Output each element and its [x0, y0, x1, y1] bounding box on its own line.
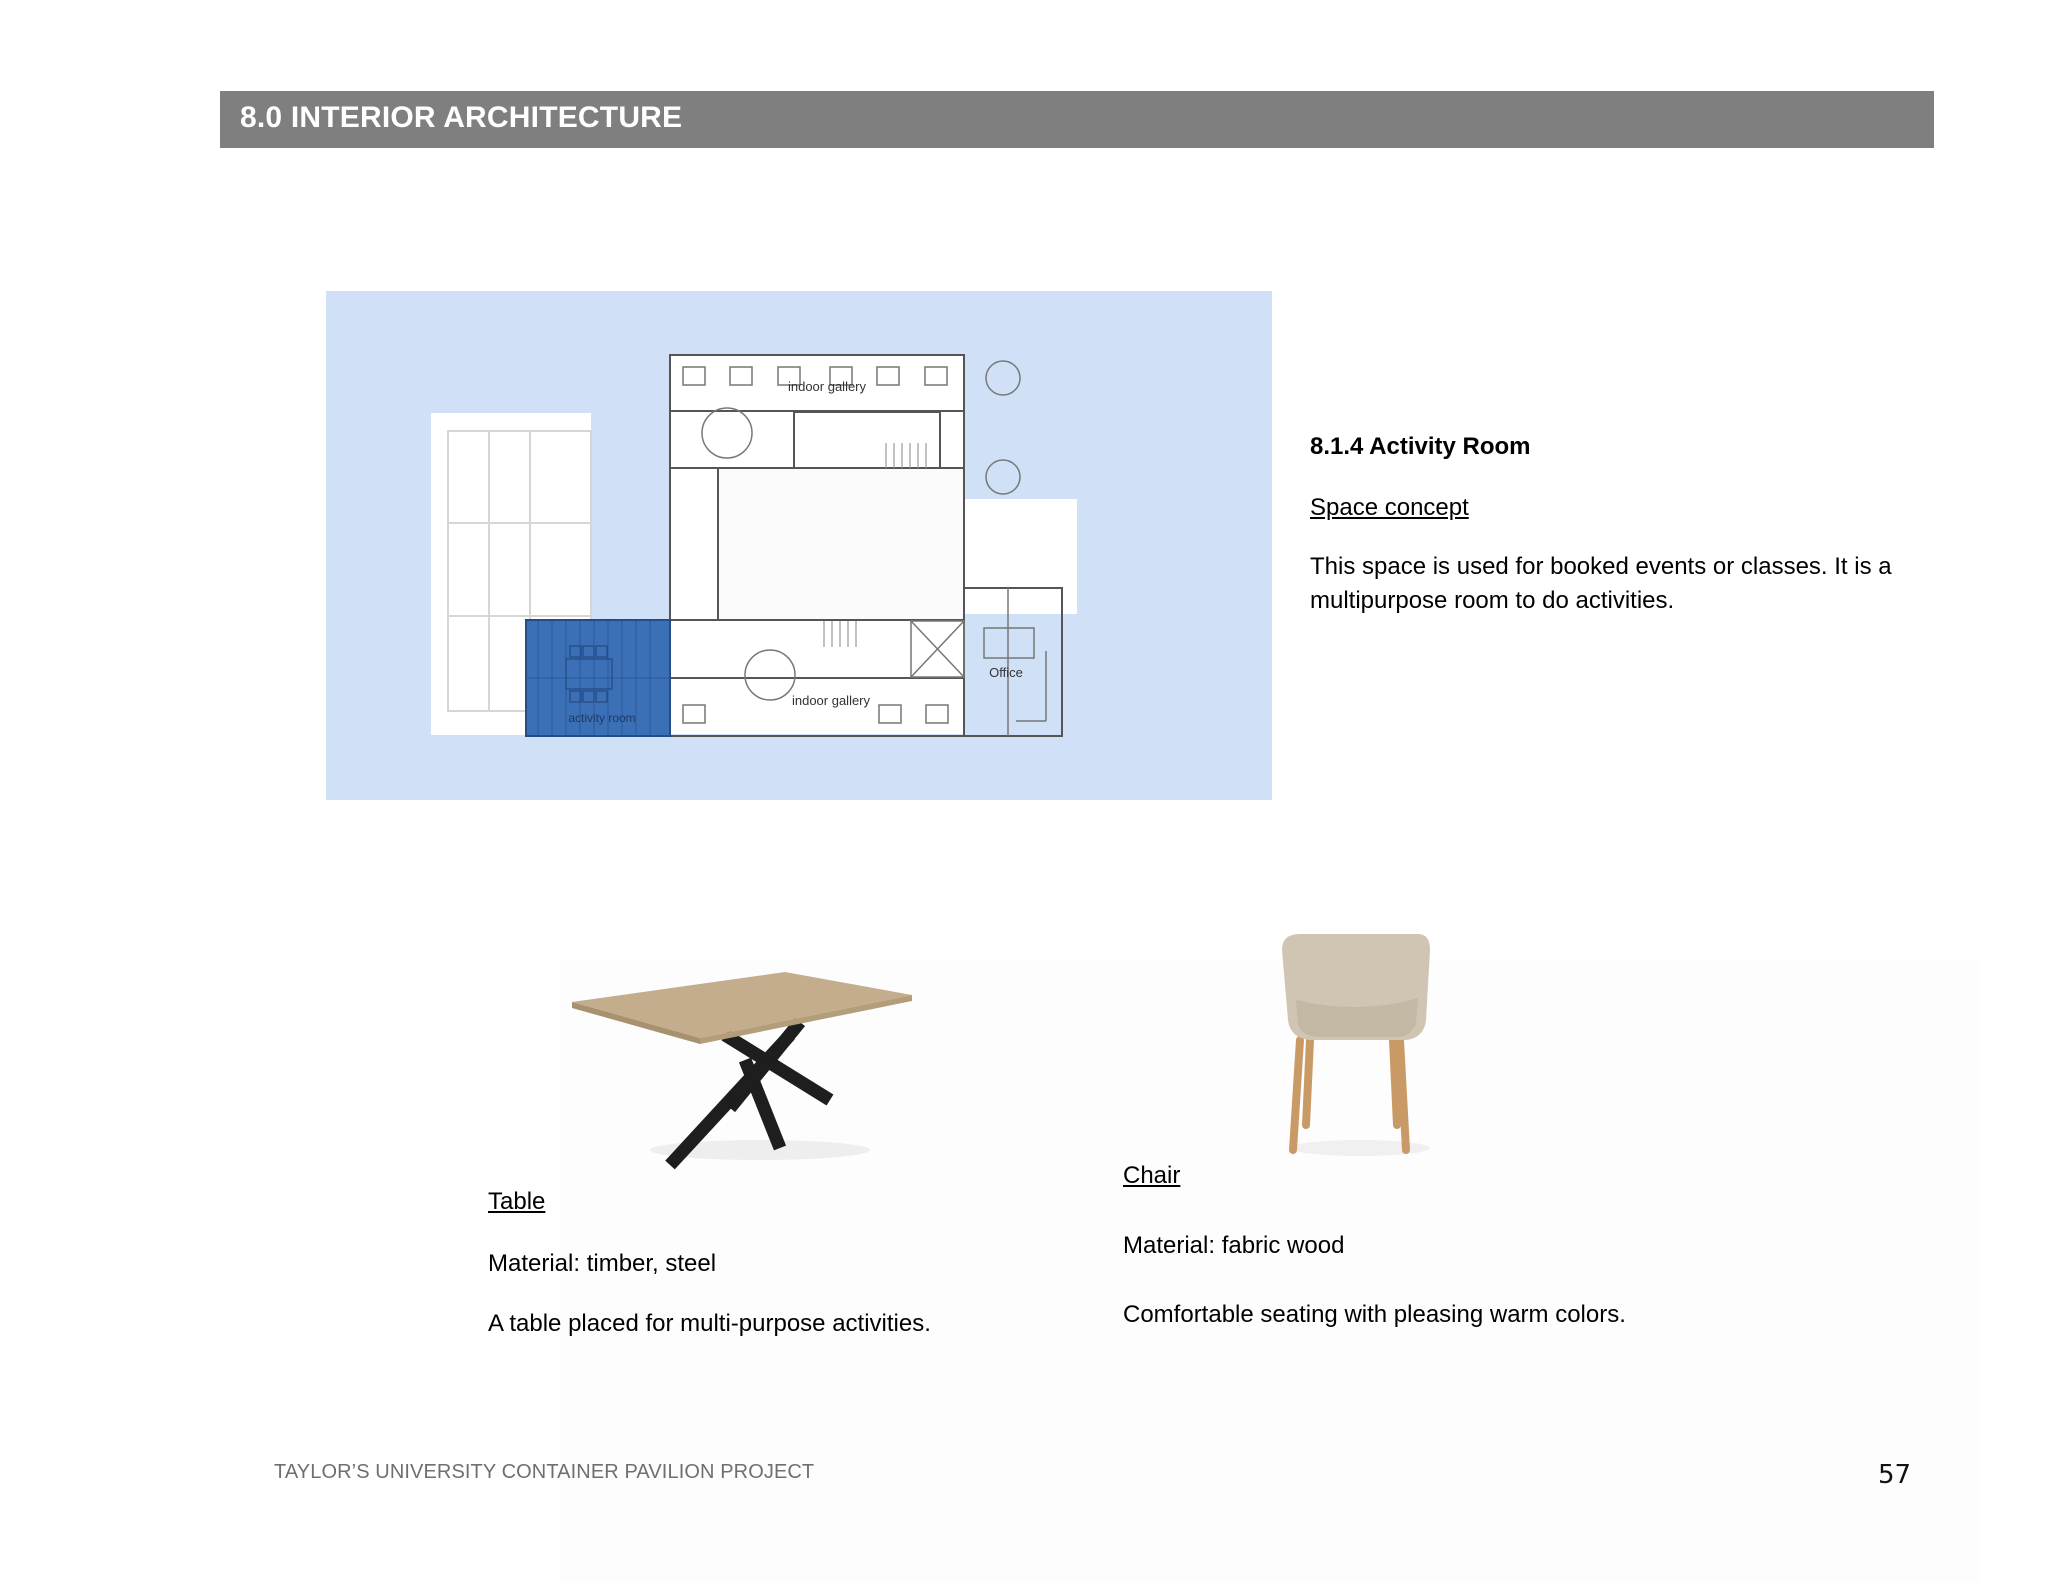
- table-material: Material: timber, steel: [488, 1250, 717, 1277]
- table-description: A table placed for multi-purpose activities.: [488, 1310, 931, 1337]
- section-description: This space is used for booked events or classes. It is a multipurpose room to do activities.: [1310, 553, 1892, 614]
- label-indoor-gallery-top: indoor gallery: [787, 379, 867, 394]
- label-activity-room: activity room: [568, 711, 636, 725]
- label-indoor-gallery-bottom: indoor gallery: [791, 693, 871, 708]
- section-header-bar: [220, 91, 1934, 148]
- footer-project-name: TAYLOR’S UNIVERSITY CONTAINER PAVILION PROJECT: [274, 1461, 815, 1483]
- chair-description: Comfortable seating with pleasing warm colors.: [1123, 1301, 1626, 1328]
- chair-title: Chair: [1123, 1162, 1181, 1189]
- chair-material: Material: fabric wood: [1123, 1232, 1345, 1259]
- label-office: Office: [989, 665, 1023, 680]
- table-photo: [560, 950, 960, 1180]
- chair-photo: [1230, 920, 1490, 1180]
- section-title: 8.1.4 Activity Room: [1310, 433, 1531, 460]
- section-header-title: 8.0 INTERIOR ARCHITECTURE: [240, 101, 683, 134]
- table-title: Table: [488, 1188, 546, 1215]
- floor-plan-image: [326, 291, 1272, 800]
- page-number: 57: [1878, 1460, 1912, 1490]
- section-subtitle: Space concept: [1310, 494, 1469, 521]
